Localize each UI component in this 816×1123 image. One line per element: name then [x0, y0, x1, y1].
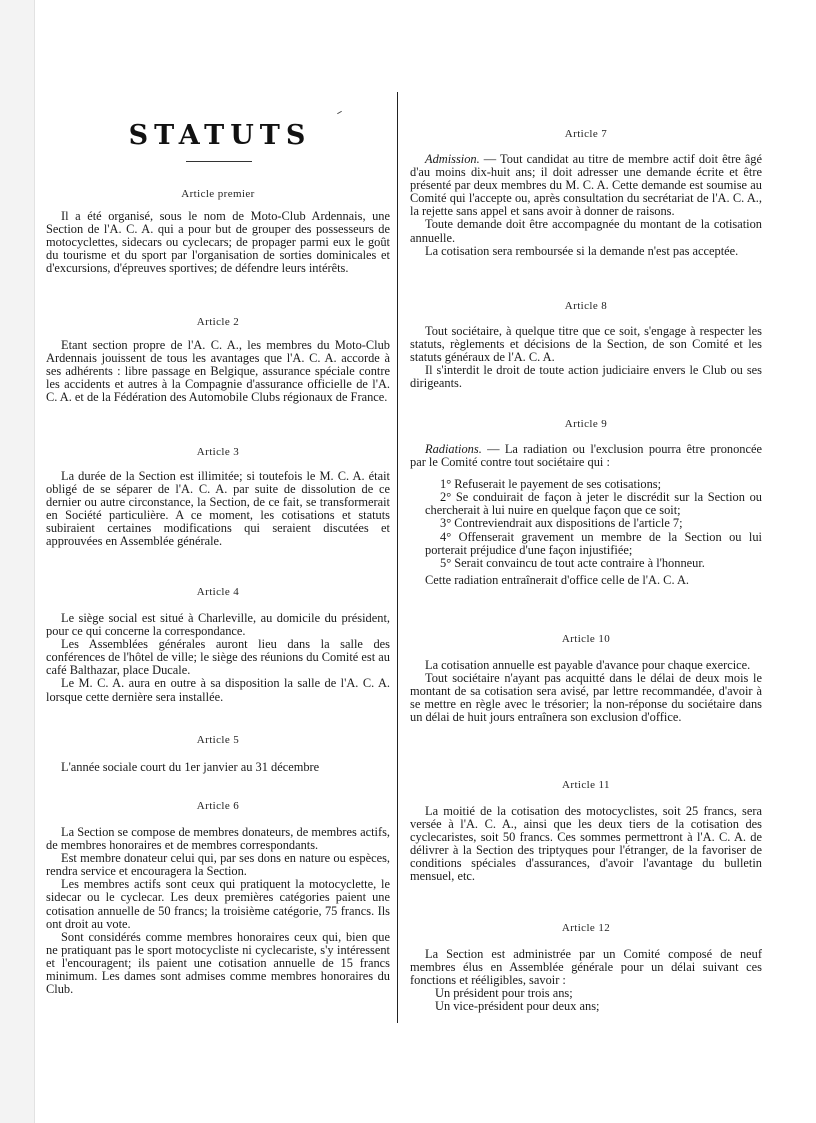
article-7-heading: Article 7	[564, 128, 608, 140]
article-7-text: — Tout candidat au titre de membre actif doit être âgé d'au moins dix-huit ans; il doit adresser une demande écrite et être présenté par deux membres du M. C. A. Cette demande est soumise au Comité qui l'accepte ou, après consultation du secrétariat de l'A. C. A., la rejette sans appel et sans avoir à donner de raisons.	[410, 152, 762, 219]
article-9-item-4: 4° Offenserait gravement un membre de la Section ou lui porterait préjudice d'une façon injustifiée;	[425, 529, 762, 557]
scan-left-margin	[0, 0, 35, 1123]
article-9-lead: Radiations.	[425, 442, 482, 456]
article-9-item-2: 2° Se conduirait de façon à jeter le discrédit sur la Section ou chercherait à lui nuire en quelque façon que ce soit;	[425, 490, 762, 518]
article-1-paragraph: Il a été organisé, sous le nom de Moto-Club Ardennais, une Section de l'A. C. A. qui a pour but de grouper des possesseurs de motocyclettes, sidecars ou cyclecars; de propager parmi eux le goût du tourisme et du sport par l'organisation de sorties dominicales et d'excursions, d'épreuves sportives; de défendre leurs intérêts.	[46, 209, 390, 276]
article-4-heading: Article 4	[196, 586, 240, 598]
article-6-body	[46, 826, 390, 996]
article-8-paragraph-2: Il s'interdit le droit de toute action judiciaire envers le Club ou ses dirigeants.	[410, 363, 762, 391]
article-10-paragraph-1: La cotisation annuelle est payable d'avance pour chaque exercice.	[425, 658, 751, 672]
article-3-heading: Article 3	[196, 446, 240, 458]
article-9-item-3: 3° Contreviendrait aux dispositions de l'article 7;	[440, 516, 683, 531]
article-10-paragraph-2: Tout sociétaire n'ayant pas acquitté dans le délai de deux mois le montant de sa cotisation sera avisé, par lettre recommandée, d'avoir à se mettre en règle avec le trésorier; la non-réponse du sociétaire dans un délai de huit jours entraînera son exclusion d'office.	[410, 671, 762, 725]
article-7-paragraph-1	[410, 153, 762, 218]
article-5-body	[46, 761, 390, 774]
article-9-paragraph	[410, 443, 762, 469]
article-9-item-5: 5° Serait convaincu de tout acte contraire à l'honneur.	[440, 555, 705, 570]
article-6-paragraph-4: Sont considérés comme membres honoraires ceux qui, bien que ne pratiquant pas le sport motocycliste ni cyclecariste, s'y intéressent et l'encouragent; ils paient une cotisation annuelle de 15 francs minimum. Les dames sont admises comme membres honoraires du Club.	[46, 929, 390, 997]
article-9-closing: Cette radiation entraînerait d'office celle de l'A. C. A.	[425, 572, 689, 587]
article-12-item-1: Un président pour trois ans;	[435, 986, 573, 1001]
article-7-paragraph-3: La cotisation sera remboursée si la demande n'est pas acceptée.	[425, 243, 739, 258]
article-7-paragraph-2: Toute demande doit être accompagnée du montant de la cotisation annuelle.	[410, 217, 762, 245]
article-6-heading: Article 6	[196, 800, 240, 812]
article-9-text: — La radiation ou l'exclusion pourra être prononcée par le Comité contre tout sociétaire qui :	[410, 442, 762, 470]
article-5-paragraph: L'année sociale court du 1er janvier au 31 décembre	[61, 760, 320, 774]
article-8-paragraph-1: Tout sociétaire, à quelque titre que ce soit, s'engage à respecter les statuts, règlements et décisions de la Section, de son Comité et les statuts généraux de l'A. C. A.	[410, 324, 762, 365]
article-6-paragraph-2: Est membre donateur celui qui, par ses dons en nature ou espèces, rendra service et encouragera la Section.	[46, 851, 390, 879]
article-10-heading: Article 10	[561, 633, 611, 645]
article-12-heading: Article 12	[561, 922, 611, 934]
scan-mark	[337, 111, 342, 114]
article-7-body	[410, 153, 762, 258]
article-3-paragraph: La durée de la Section est illimitée; si toutefois le M. C. A. était obligé de se séparer de l'A. C. A. par suite de dissolution de ce dernier ou autre circonstance, la Section, de ce fait, se transformerait en Société particulière. A ce moment, les cotisations et statuts subiraient certaines modifications qui seraient discutées et approuvées en Assemblée générale.	[46, 469, 390, 549]
article-11-paragraph: La moitié de la cotisation des motocyclistes, soit 25 francs, sera versée à l'A. C. A., ainsi que les deux tiers de la cotisation des cyclecaristes, soit 50 francs. Ces sommes permettront à l'A. C. A. de délivrer à la Section des triptyques pour l'étranger, de la favoriser de conditions spéciales d'assurances, d'avoir l'avantage du bulletin mensuel, etc.	[410, 804, 762, 884]
article-4-body	[46, 612, 390, 704]
article-4-paragraph-3: Le M. C. A. aura en outre à sa disposition la salle de l'A. C. A. lorsque cette dernière sera installée.	[46, 676, 390, 704]
article-11-heading: Article 11	[562, 779, 610, 791]
article-11-body	[410, 805, 762, 884]
article-12-body	[410, 948, 762, 1013]
article-9-body	[410, 443, 762, 587]
article-4-paragraph-1: Le siège social est situé à Charleville, au domicile du président, pour ce qui concerne la correspondance.	[46, 611, 390, 639]
column-divider	[397, 92, 398, 1023]
article-7-lead: Admission.	[425, 152, 480, 166]
article-6-paragraph-3: Les membres actifs sont ceux qui pratiquent la motocyclette, le sidecar ou le cyclecar. Les deux premières catégories paient une cotisation annuelle de 50 francs; la troisième catégorie, 75 francs. Ils ont droit au vote.	[46, 877, 390, 931]
article-5-heading: Article 5	[196, 734, 240, 746]
article-8-heading: Article 8	[564, 300, 608, 312]
article-9-item-1: 1° Refuserait le payement de ses cotisations;	[440, 477, 662, 492]
article-8-body	[410, 325, 762, 390]
page-title: STATUTS	[128, 120, 312, 151]
article-10-body	[410, 659, 762, 724]
article-6-paragraph-1: La Section se compose de membres donateurs, de membres actifs, de membres honoraires et de membres correspondants.	[46, 825, 390, 853]
article-2-heading: Article 2	[196, 316, 240, 328]
article-4-paragraph-2: Les Assemblées générales auront lieu dans la salle des conférences de l'hôtel de ville; le siège des réunions du Comité est au café Balthazar, place Ducale.	[46, 637, 390, 678]
title-rule	[186, 161, 252, 162]
article-1-heading: Article premier	[181, 188, 255, 200]
article-2-body	[46, 339, 390, 404]
article-9-heading: Article 9	[564, 418, 608, 430]
article-12-item-2: Un vice-président pour deux ans;	[435, 999, 600, 1014]
article-3-body	[46, 470, 390, 549]
article-12-paragraph: La Section est administrée par un Comité composé de neuf membres élus en Assemblée générale pour un délai suivant ces fonctions et rééligibles, savoir :	[410, 947, 762, 988]
article-1-body	[46, 210, 390, 275]
article-2-paragraph: Etant section propre de l'A. C. A., les membres du Moto-Club Ardennais jouissent de tous les avantages que l'A. C. A. accorde à ses adhérents : libre passage en Belgique, assurance spéciale contre les accidents et autres à la Compagnie d'assurance officielle de l'A. C. A. et de la Fédération des Automobile Clubs régionaux de France.	[46, 338, 390, 405]
